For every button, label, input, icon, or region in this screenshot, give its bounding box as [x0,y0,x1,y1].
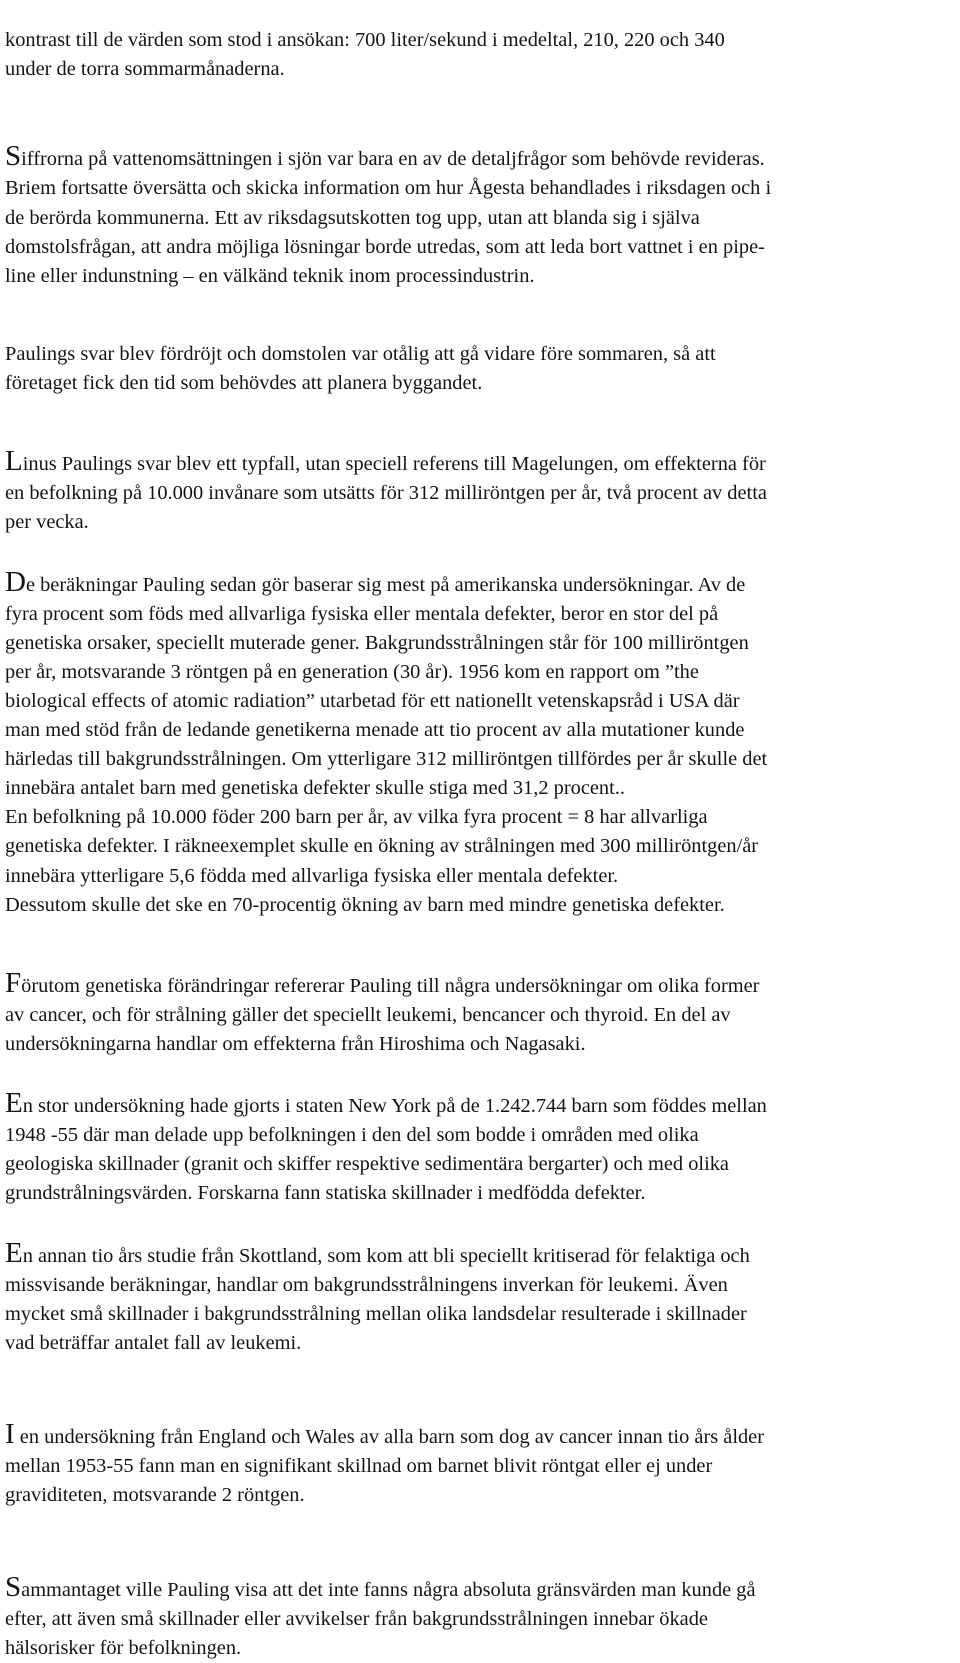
paragraph-england-wales-study [5,1391,960,1510]
paragraph-water-turnover [5,113,960,291]
paragraph-text: e beräkningar Pauling sedan gör baserar sig mest på amerikanska undersökningar. Av de fyra procent som föds med allvarliga fysiska eller mentala defekter, beror en stor del på genetiska orsaker, speciellt muterade gener. Bakgrundsstrålningen står för 100 milliröntgen per år, motsvarande 3 röntgen på en generation (30 år). 1956 kom en rapport om ”the biological effects of atomic radiation” utarbetad för ett nationellt vetenskapsråd i USA där man med stöd från de ledande genetikerna menade att tio procent av alla mutationer kunde härledas till bakgrundsstrålningen. Om ytterligare 312 milliröntgen tillfördes per år skulle det innebära antalet barn med genetiska defekter skulle stiga med 31,2 procent.. En befolkning på 10.000 föder 200 barn per år, av vilka fyra procent = 8 har allvarliga genetiska defekter. I räkneexemplet skulle en ökning av strålningen med 300 milliröntgen/år innebära ytterligare 5,6 födda med allvarliga fysiska eller mentala defekter. Dessutom skulle det ske en 70-procentig ökning av barn med mindre genetiska defekter. [5,573,768,916]
paragraph-scotland-study [5,1210,960,1358]
paragraph-text: Paulings svar blev fördröjt och domstolen var otålig att gå vidare före sommaren, så att företaget fick den tid som behövdes att planera byggandet. [5,342,716,395]
paragraph-summary [5,1543,960,1662]
paragraph-cancer-studies [5,940,960,1059]
paragraph-ansokan-values [5,0,960,84]
paragraph-text: iffrorna på vattenomsättningen i sjön var bara en av de detaljfrågor som behövde revideras. Briem fortsatte översätta och skicka information om hur Ågesta behandlades i riksdagen och i de berörda kommunerna. Ett av riksdagsutskotten tog upp, utan att blanda sig i själva domstolsfrågan, att andra möjliga lösningar borde utredas, som att leda bort vattnet i en pipe- line eller indunstning – en välkänd teknik inom processindustrin. [5,148,772,287]
paragraph-pauling-delay [5,311,960,398]
initial-letter: L [5,445,23,478]
paragraph-text: en undersökning från England och Wales av alla barn som dog av cancer innan tio års ålder mellan 1953-55 fann man en signifikant skillnad om barnet blivit röntgat eller ej under graviditeten, motsvarande 2 röntgen. [5,1426,765,1507]
paragraph-calculations [5,539,960,920]
paragraph-pauling-answer [5,418,960,537]
initial-letter: I [5,1418,15,1451]
paragraph-text: örutom genetiska förändringar refererar Pauling till några undersökningar om olika former av cancer, och för strålning gäller det speciellt leukemi, bencancer och thyroid. En del av undersökningarna handlar om effekterna från Hiroshima och Nagasaki. [5,974,760,1055]
paragraph-text: inus Paulings svar blev ett typfall, utan speciell referens till Magelungen, om effekterna för en befolkning på 10.000 invånare som utsätts för 312 milliröntgen per år, två procent av detta per vecka. [5,453,767,534]
initial-letter: S [5,140,22,173]
initial-letter: D [5,565,26,598]
paragraph-text: kontrast till de värden som stod i ansökan: 700 liter/sekund i medeltal, 210, 220 och 340 under de torra sommarmånaderna. [5,29,725,81]
paragraph-text: ammantaget ville Pauling visa att det inte fanns några absoluta gränsvärden man kunde gå efter, att även små skillnader eller avvikelser från bakgrundsstrålningen innebar ökade hälsorisker för befolkningen. [5,1578,756,1659]
paragraph-new-york-study [5,1060,960,1208]
paragraph-text: n stor undersökning hade gjorts i staten New York på de 1.242.744 barn som föddes mellan 1948 -55 där man delade upp befolkningen i den del som bodde i områden med olika geologiska skillnader (granit och skiffer respektive sedimentära bergarter) och med olika grundstrålningsvärden. Forskarna fann statiska skillnader i medfödda defekter. [5,1095,767,1205]
initial-letter: E [5,1087,23,1120]
document-page [5,0,960,1663]
initial-letter: F [5,966,22,999]
initial-letter: S [5,1570,22,1603]
paragraph-text: n annan tio års studie från Skottland, som kom att bli speciellt kritiserad för felaktiga och missvisande beräkningar, handlar om bakgrundsstrålningens inverkan för leukemi. Även mycket små skillnader i bakgrundsstrålning mellan olika landsdelar resulterade i skillnader vad beträffar antalet fall av leukemi. [5,1244,750,1354]
initial-letter: E [5,1236,23,1269]
